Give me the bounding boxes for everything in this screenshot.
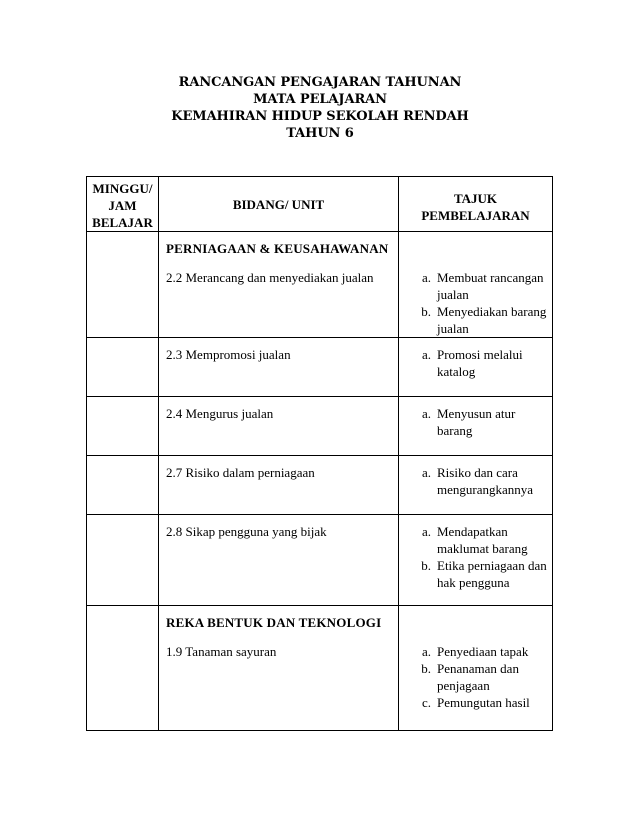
week-cell (87, 606, 159, 731)
header-topic-line: TAJUK (453, 191, 498, 206)
topic-cell (399, 606, 553, 731)
topic-text: Etika perniagaan dan hak pengguna (437, 558, 547, 590)
title-line: KEMAHIRAN HIDUP SEKOLAH RENDAH (171, 109, 469, 124)
header-week-line: JAM (108, 198, 137, 213)
header-week-line: BELAJAR (92, 215, 153, 230)
topic-cell (399, 338, 553, 397)
list-item (399, 269, 548, 303)
topic-text: Menyediakan barang jualan (437, 304, 547, 336)
unit-cell (159, 606, 399, 731)
topic-text: Penyediaan tapak (437, 644, 529, 659)
topic-label: a. (421, 524, 431, 539)
week-cell (87, 456, 159, 515)
topic-label: a. (421, 347, 431, 362)
lesson-plan-table (86, 176, 553, 731)
week-cell (87, 232, 159, 338)
topic-label: a. (421, 644, 431, 659)
topic-cell (399, 515, 553, 606)
table-row (87, 606, 553, 731)
topic-label: b. (421, 661, 431, 676)
title-line: MATA PELAJARAN (253, 92, 387, 107)
topic-list (399, 346, 548, 380)
unit-text: 2.4 Mengurus jualan (166, 406, 274, 421)
title-line: RANCANGAN PENGAJARAN TAHUNAN (178, 75, 462, 90)
topic-list (399, 405, 548, 439)
list-item (399, 557, 548, 591)
header-topic-line: PEMBELAJARAN (421, 208, 530, 223)
table-row (87, 515, 553, 606)
topic-text: Promosi melalui katalog (437, 347, 523, 379)
week-cell (87, 397, 159, 456)
unit-cell (159, 338, 399, 397)
week-cell (87, 338, 159, 397)
unit-cell (159, 456, 399, 515)
unit-cell (159, 397, 399, 456)
table-header-row (87, 177, 553, 232)
section-heading: REKA BENTUK DAN TEKNOLOGI (166, 615, 382, 630)
list-item (399, 303, 548, 337)
header-topic (399, 177, 553, 232)
topic-list (399, 240, 548, 337)
topic-text: Mendapatkan maklumat barang (437, 524, 528, 556)
topic-cell (399, 456, 553, 515)
unit-text: 2.2 Merancang dan menyediakan jualan (166, 270, 374, 285)
list-item (399, 405, 548, 439)
topic-label: b. (421, 558, 431, 573)
topic-list (399, 614, 548, 711)
list-item (399, 346, 548, 380)
week-cell (87, 515, 159, 606)
header-week-line: MINGGU/ (92, 181, 153, 196)
topic-label: a. (421, 270, 431, 285)
table-row (87, 456, 553, 515)
header-unit: BIDANG/ UNIT (159, 177, 399, 232)
unit-text: 2.3 Mempromosi jualan (166, 347, 291, 362)
list-item (399, 660, 548, 694)
header-week (87, 177, 159, 232)
topic-list (399, 464, 548, 498)
list-item (399, 523, 548, 557)
list-item (399, 643, 548, 660)
unit-text: 2.7 Risiko dalam perniagaan (166, 465, 315, 480)
topic-label: b. (421, 304, 431, 319)
topic-cell (399, 232, 553, 338)
document-title (150, 74, 490, 142)
table-row (87, 338, 553, 397)
topic-text: Menyusun atur barang (437, 406, 516, 438)
list-item (399, 464, 548, 498)
unit-text: 1.9 Tanaman sayuran (166, 644, 277, 659)
topic-label: a. (421, 406, 431, 421)
unit-cell (159, 515, 399, 606)
title-line: TAHUN 6 (286, 126, 354, 141)
section-heading: PERNIAGAAN & KEUSAHAWANAN (166, 241, 389, 256)
topic-text: Risiko dan cara mengurangkannya (437, 465, 534, 497)
topic-text: Penanaman dan penjagaan (437, 661, 519, 693)
topic-text: Pemungutan hasil (437, 695, 530, 710)
topic-cell (399, 397, 553, 456)
topic-text: Membuat rancangan jualan (437, 270, 544, 302)
topic-list (399, 523, 548, 591)
topic-label: a. (421, 465, 431, 480)
list-item (399, 694, 548, 711)
topic-label: c. (421, 695, 431, 710)
table-row (87, 397, 553, 456)
unit-text: 2.8 Sikap pengguna yang bijak (166, 524, 327, 539)
unit-cell (159, 232, 399, 338)
table-row (87, 232, 553, 338)
